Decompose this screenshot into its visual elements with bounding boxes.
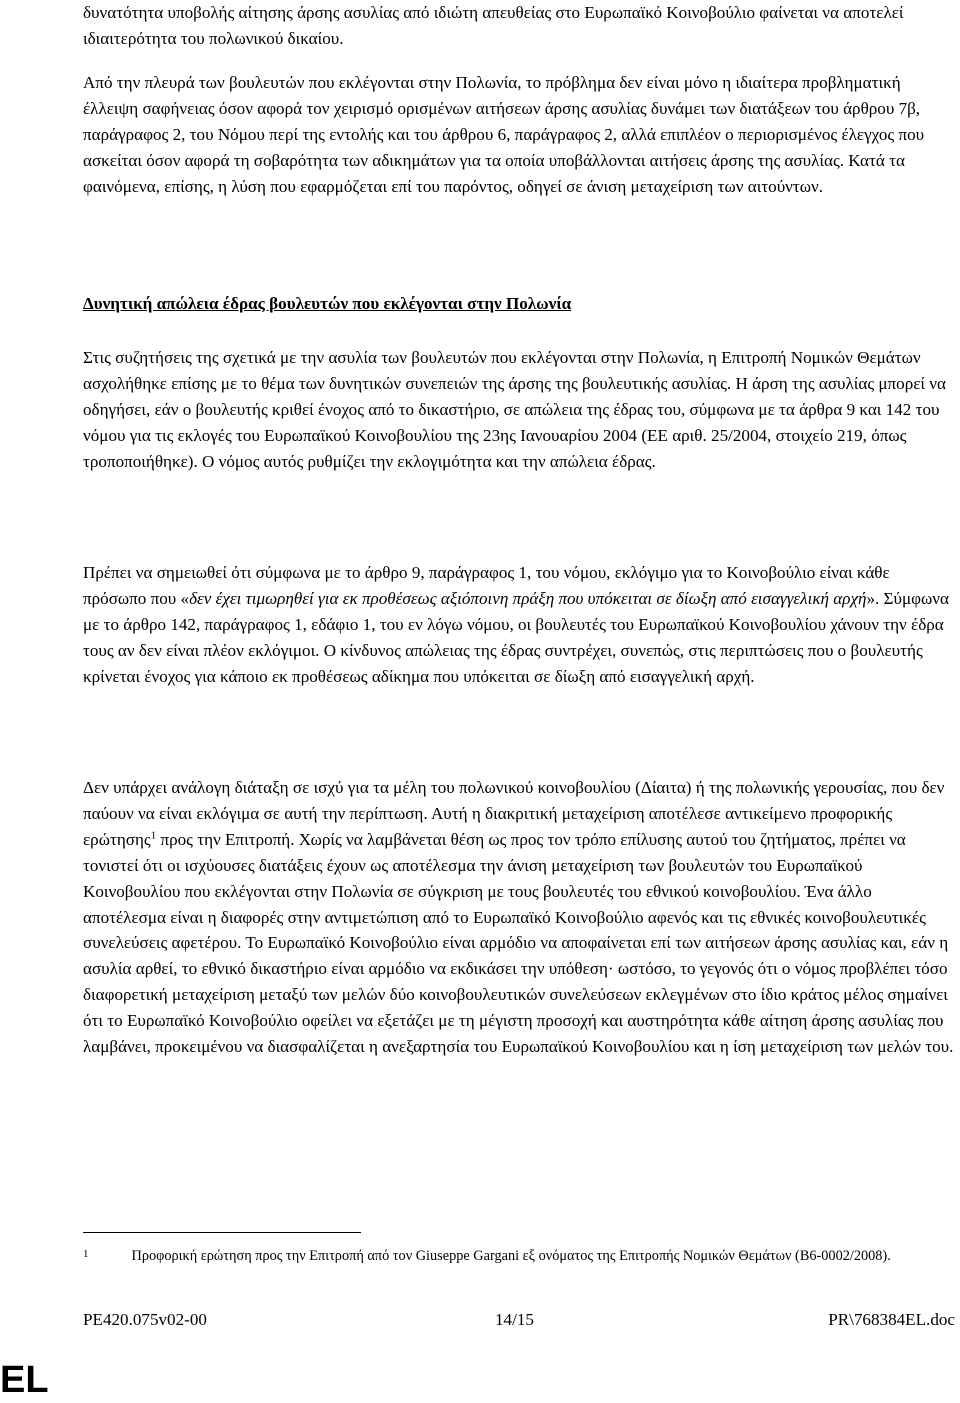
file-reference: PR\768384EL.doc bbox=[828, 1310, 955, 1329]
footnote-separator bbox=[83, 1232, 361, 1233]
footnote-reference[interactable]: 1 bbox=[150, 829, 157, 842]
paragraph-5-text-a: Δεν υπάρχει ανάλογη διάταξη σε ισχύ για τα μέλη του πολωνικού κοινοβουλίου (Δίαιτα) ή της πολωνικής γερουσίας, που δεν παύουν να είναι εκλόγιμα σε αυτή την περίπτωση. Αυτή η διακριτική μεταχείριση αποτέλεσε αντικείμενο προφορικής ερώτησης bbox=[83, 778, 945, 849]
footnote-number: 1 bbox=[83, 1248, 89, 1260]
document-reference: PE420.075v02-00 bbox=[83, 1310, 207, 1329]
language-code: EL bbox=[0, 1359, 49, 1401]
paragraph-5 bbox=[83, 775, 955, 1060]
footnote-text: Προφορική ερώτηση προς την Επιτροπή από τον Giuseppe Gargani εξ ονόματος της Επιτροπής Νομικών Θεμάτων (B6-0002/2008). bbox=[131, 1248, 891, 1264]
footnote bbox=[83, 1245, 955, 1267]
paragraph-4 bbox=[83, 560, 955, 690]
paragraph-4-quote: δεν έχει τιμωρηθεί για εκ προθέσεως αξιόποινη πράξη που υπόκειται σε δίωξη από εισαγγελική αρχή bbox=[189, 588, 867, 608]
paragraph-4-text-a: Πρέπει να σημειωθεί ότι σύμφωνα με το άρθρο 9, παράγραφος 1, του νόμου, εκλόγιμο για το Κοινοβούλιο είναι κάθε πρόσωπο που « bbox=[83, 563, 890, 608]
section-heading: Δυνητική απώλεια έδρας βουλευτών που εκλέγονται στην Πολωνία bbox=[83, 294, 572, 313]
paragraph-2: Από την πλευρά των βουλευτών που εκλέγονται στην Πολωνία, το πρόβλημα δεν είναι μόνο η ιδιαίτερα προβληματική έλλειψη σαφήνειας όσον αφορά τον χειρισμό ορισμένων αιτήσεων άρσης ασυλίας δυνάμει των διατάξεων του άρθρου 7β, παράγραφος 2, του Νόμου περί της εντολής και του άρθρου 6, παράγραφος 2, αλλά επιπλέον ο περιορισμένος έλεγχος που ασκείται όσον αφορά τη σοβαρότητα των αδικημάτων για τα οποία υποβάλλονται αιτήσεις άρσης της ασυλίας. Κατά τα φαινόμενα, επίσης, η λύση που εφαρμόζεται επί του παρόντος, οδηγεί σε άνιση μεταχείριση των αιτούντων. bbox=[83, 73, 925, 196]
page-number: 14/15 bbox=[495, 1310, 534, 1329]
paragraph-4-text-b: ». Σύμφωνα με το άρθρο 142, παράγραφος 1, εδάφιο 1, του εν λόγω νόμου, οι βουλευτές του Ευρωπαϊκού Κοινοβουλίου χάνουν την έδρα τους αν δεν είναι πλέον εκλόγιμοι. Ο κίνδυνος απώλειας της έδρας συντρέχει, συνεπώς, στις περιπτώσεις που ο βουλευτής κρίνεται ένοχος για κάποιο εκ προθέσεως αδίκημα που υπόκειται σε δίωξη από εισαγγελική αρχή. bbox=[83, 588, 949, 686]
paragraph-1: δυνατότητα υποβολής αίτησης άρσης ασυλίας από ιδιώτη απευθείας στο Ευρωπαϊκό Κοινοβούλιο φαίνεται να αποτελεί ιδιαιτερότητα του πολωνικού δικαίου. bbox=[83, 3, 904, 48]
page-footer bbox=[83, 1310, 955, 1336]
paragraph-3: Στις συζητήσεις της σχετικά με την ασυλία των βουλευτών που εκλέγονται στην Πολωνία, η Επιτροπή Νομικών Θεμάτων ασχολήθηκε επίσης με το θέμα των δυνητικών συνεπειών της άρσης της βουλευτικής ασυλίας. Η άρση της ασυλίας μπορεί να οδηγήσει, εάν ο βουλευτής κριθεί ένοχος από το δικαστήριο, σε απώλεια της έδρας του, σύμφωνα με τα άρθρα 9 και 142 του νόμου για τις εκλογές του Ευρωπαϊκού Κοινοβουλίου της 23ης Ιανουαρίου 2004 (ΕΕ αριθ. 25/2004, στοιχείο 219, όπως τροποποιήθηκε). Ο νόμος αυτός ρυθμίζει την εκλογιμότητα και την απώλεια έδρας. bbox=[83, 348, 946, 471]
paragraph-5-text-b: προς την Επιτροπή. Χωρίς να λαμβάνεται θέση ως προς τον τρόπο επίλυσης αυτού του ζητήματος, πρέπει να τονιστεί ότι οι ισχύουσες διατάξεις έχουν ως αποτέλεσμα την άνιση μεταχείριση των βουλευτών του Ευρωπαϊκού Κοινοβουλίου που εκλέγονται στην Πολωνία σε σύγκριση με τους βουλευτές του εθνικού κοινοβουλίου. Ένα άλλο αποτέλεσμα είναι η διαφορές στην αντιμετώπιση από το Ευρωπαϊκό Κοινοβούλιο αφενός και τις εθνικές κοινοβουλευτικές συνελεύσεις αφετέρου. Το Ευρωπαϊκό Κοινοβούλιο είναι αρμόδιο να αποφαίνεται επί των αιτήσεων άρσης ασυλίας και, εάν η ασυλία αρθεί, το εθνικό δικαστήριο είναι αρμόδιο να εκδικάσει την υπόθεση· ωστόσο, το γεγονός ότι ο νόμος προβλέπει τόσο διαφορετική μεταχείριση μεταξύ των μελών δύο κοινοβουλευτικών συνελεύσεων εκλεγμένων στο ίδιο κράτος μέλος σημαίνει ότι το Ευρωπαϊκό Κοινοβούλιο οφείλει να εξετάζει με τη μέγιστη προσοχή και αυστηρότητα κάθε αίτηση άρσης ασυλίας που λαμβάνει, προκειμένου να διασφαλίζεται η ανεξαρτησία του Ευρωπαϊκού Κοινοβουλίου και η ίση μεταχείριση των μελών του. bbox=[83, 829, 954, 1057]
